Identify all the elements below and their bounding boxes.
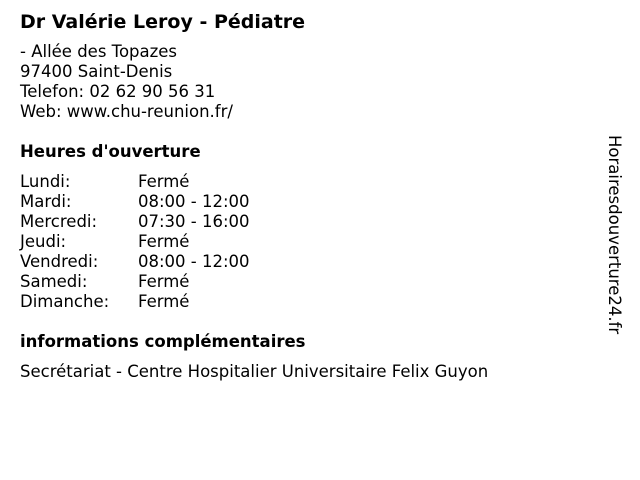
hours-row-tuesday (20, 192, 600, 212)
day-hours: Fermé (138, 172, 190, 191)
opening-hours-heading: Heures d'ouverture (20, 142, 201, 161)
day-label: Mardi: (20, 192, 72, 211)
day-label: Lundi: (20, 172, 71, 191)
additional-info-text: Secrétariat - Centre Hospitalier Universitaire Felix Guyon (20, 362, 489, 381)
day-label: Vendredi: (20, 252, 99, 271)
address-block (20, 42, 600, 122)
day-hours: Fermé (138, 292, 190, 311)
day-hours: Fermé (138, 272, 190, 291)
hours-row-sunday (20, 292, 600, 312)
day-hours: 08:00 - 12:00 (138, 192, 250, 211)
day-hours: Fermé (138, 232, 190, 251)
hours-row-saturday (20, 272, 600, 292)
phone-number: Telefon: 02 62 90 56 31 (20, 82, 216, 101)
page-title: Dr Valérie Leroy - Pédiatre (20, 11, 306, 33)
day-label: Jeudi: (20, 232, 67, 251)
day-label: Samedi: (20, 272, 88, 291)
hours-row-friday (20, 252, 600, 272)
day-hours: 08:00 - 12:00 (138, 252, 250, 271)
street-address: - Allée des Topazes (20, 42, 178, 61)
day-label: Mercredi: (20, 212, 98, 231)
hours-row-monday (20, 172, 600, 192)
website-link[interactable]: Web: www.chu-reunion.fr/ (20, 102, 233, 121)
hours-row-thursday (20, 232, 600, 252)
day-label: Dimanche: (20, 292, 110, 311)
business-card (20, 10, 600, 382)
brand-watermark: Horairesdouverture24.fr (605, 135, 624, 335)
day-hours: 07:30 - 16:00 (138, 212, 250, 231)
city-postcode: 97400 Saint-Denis (20, 62, 173, 81)
opening-hours-table (20, 172, 600, 312)
hours-row-wednesday (20, 212, 600, 232)
additional-info-heading: informations complémentaires (20, 332, 306, 351)
